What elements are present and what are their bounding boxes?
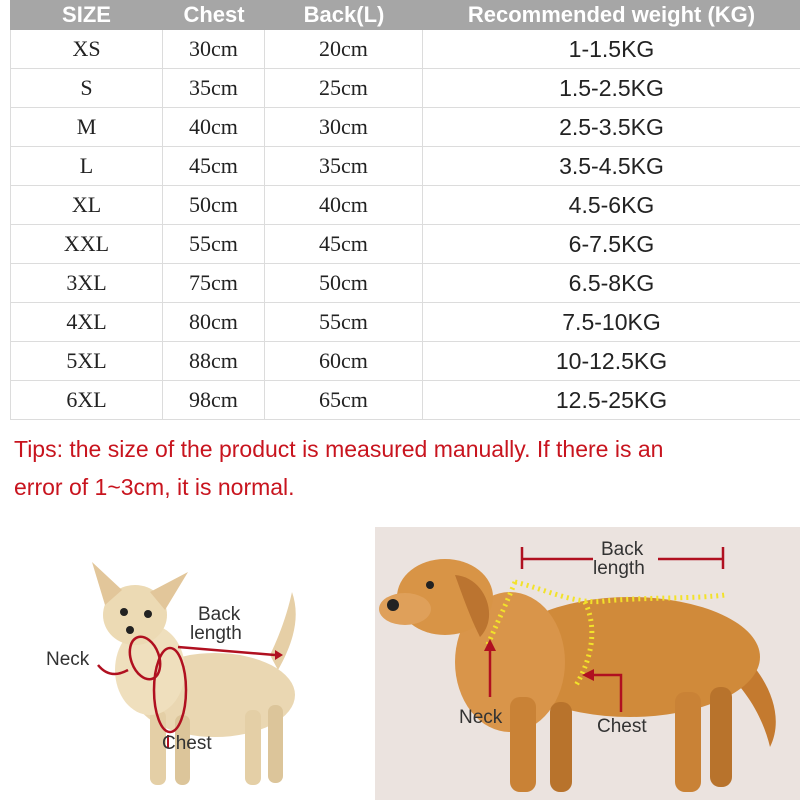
- cell-size: XL: [10, 186, 163, 224]
- small-chest-label: Chest: [162, 733, 212, 754]
- cell-chest: 55cm: [163, 225, 265, 263]
- tips-line-2: error of 1~3cm, it is normal.: [14, 474, 295, 500]
- cell-back: 60cm: [265, 342, 423, 380]
- cell-size: M: [10, 108, 163, 146]
- cell-chest: 75cm: [163, 264, 265, 302]
- cell-weight: 3.5-4.5KG: [559, 152, 664, 179]
- large-dog-illustration: [375, 527, 800, 800]
- table-row: [10, 108, 800, 147]
- cell-back: 20cm: [265, 30, 423, 68]
- cell-weight: 6-7.5KG: [568, 230, 655, 257]
- header-chest: Chest: [183, 2, 245, 27]
- table-row: [10, 264, 800, 303]
- cell-weight: 4.5-6KG: [568, 191, 655, 218]
- cell-weight: 12.5-25KG: [555, 386, 668, 413]
- header-back: Back(L): [303, 2, 385, 27]
- cell-weight: 1.5-2.5KG: [559, 74, 664, 101]
- table-row: [10, 30, 800, 69]
- cell-chest: 98cm: [163, 381, 265, 419]
- small-dog-illustration: [0, 520, 360, 800]
- cell-back: 35cm: [265, 147, 423, 185]
- large-back-label-2: length: [593, 558, 645, 579]
- table-row: [10, 225, 800, 264]
- table-row: [10, 303, 800, 342]
- cell-chest: 88cm: [163, 342, 265, 380]
- cell-weight: 1-1.5KG: [568, 35, 655, 62]
- size-table: [10, 0, 800, 420]
- tips-line-1: Tips: the size of the product is measured manually. If there is an: [14, 436, 664, 462]
- large-neck-label: Neck: [459, 707, 503, 728]
- table-body: [10, 30, 800, 420]
- header-weight: Recommended weight (KG): [467, 2, 756, 27]
- large-back-label-1: Back: [601, 539, 644, 560]
- table-row: [10, 69, 800, 108]
- cell-size: XS: [10, 30, 163, 68]
- cell-back: 25cm: [265, 69, 423, 107]
- cell-size: S: [10, 69, 163, 107]
- cell-chest: 50cm: [163, 186, 265, 224]
- cell-weight: 7.5-10KG: [562, 308, 661, 335]
- small-back-label-2: length: [190, 623, 242, 644]
- table-row: [10, 147, 800, 186]
- cell-size: 6XL: [10, 381, 163, 419]
- cell-weight: 2.5-3.5KG: [559, 113, 664, 140]
- cell-chest: 35cm: [163, 69, 265, 107]
- large-chest-label: Chest: [597, 716, 647, 737]
- cell-back: 40cm: [265, 186, 423, 224]
- cell-weight: 6.5-8KG: [568, 269, 655, 296]
- cell-size: 3XL: [10, 264, 163, 302]
- cell-back: 55cm: [265, 303, 423, 341]
- cell-size: L: [10, 147, 163, 185]
- cell-back: 65cm: [265, 381, 423, 419]
- small-dog-drawing: [0, 520, 360, 800]
- cell-back: 30cm: [265, 108, 423, 146]
- table-row: [10, 186, 800, 225]
- small-neck-label: Neck: [46, 649, 90, 670]
- tips-note: [14, 430, 794, 506]
- small-back-label-1: Back: [198, 604, 241, 625]
- table-row: [10, 342, 800, 381]
- cell-size: XXL: [10, 225, 163, 263]
- cell-chest: 30cm: [163, 30, 265, 68]
- cell-back: 45cm: [265, 225, 423, 263]
- cell-back: 50cm: [265, 264, 423, 302]
- header-size: SIZE: [62, 2, 111, 27]
- cell-size: 5XL: [10, 342, 163, 380]
- table-header: [10, 0, 800, 30]
- cell-chest: 45cm: [163, 147, 265, 185]
- cell-chest: 80cm: [163, 303, 265, 341]
- table-row: [10, 381, 800, 420]
- cell-weight: 10-12.5KG: [555, 347, 668, 374]
- cell-chest: 40cm: [163, 108, 265, 146]
- large-dog-drawing: [375, 527, 800, 800]
- cell-size: 4XL: [10, 303, 163, 341]
